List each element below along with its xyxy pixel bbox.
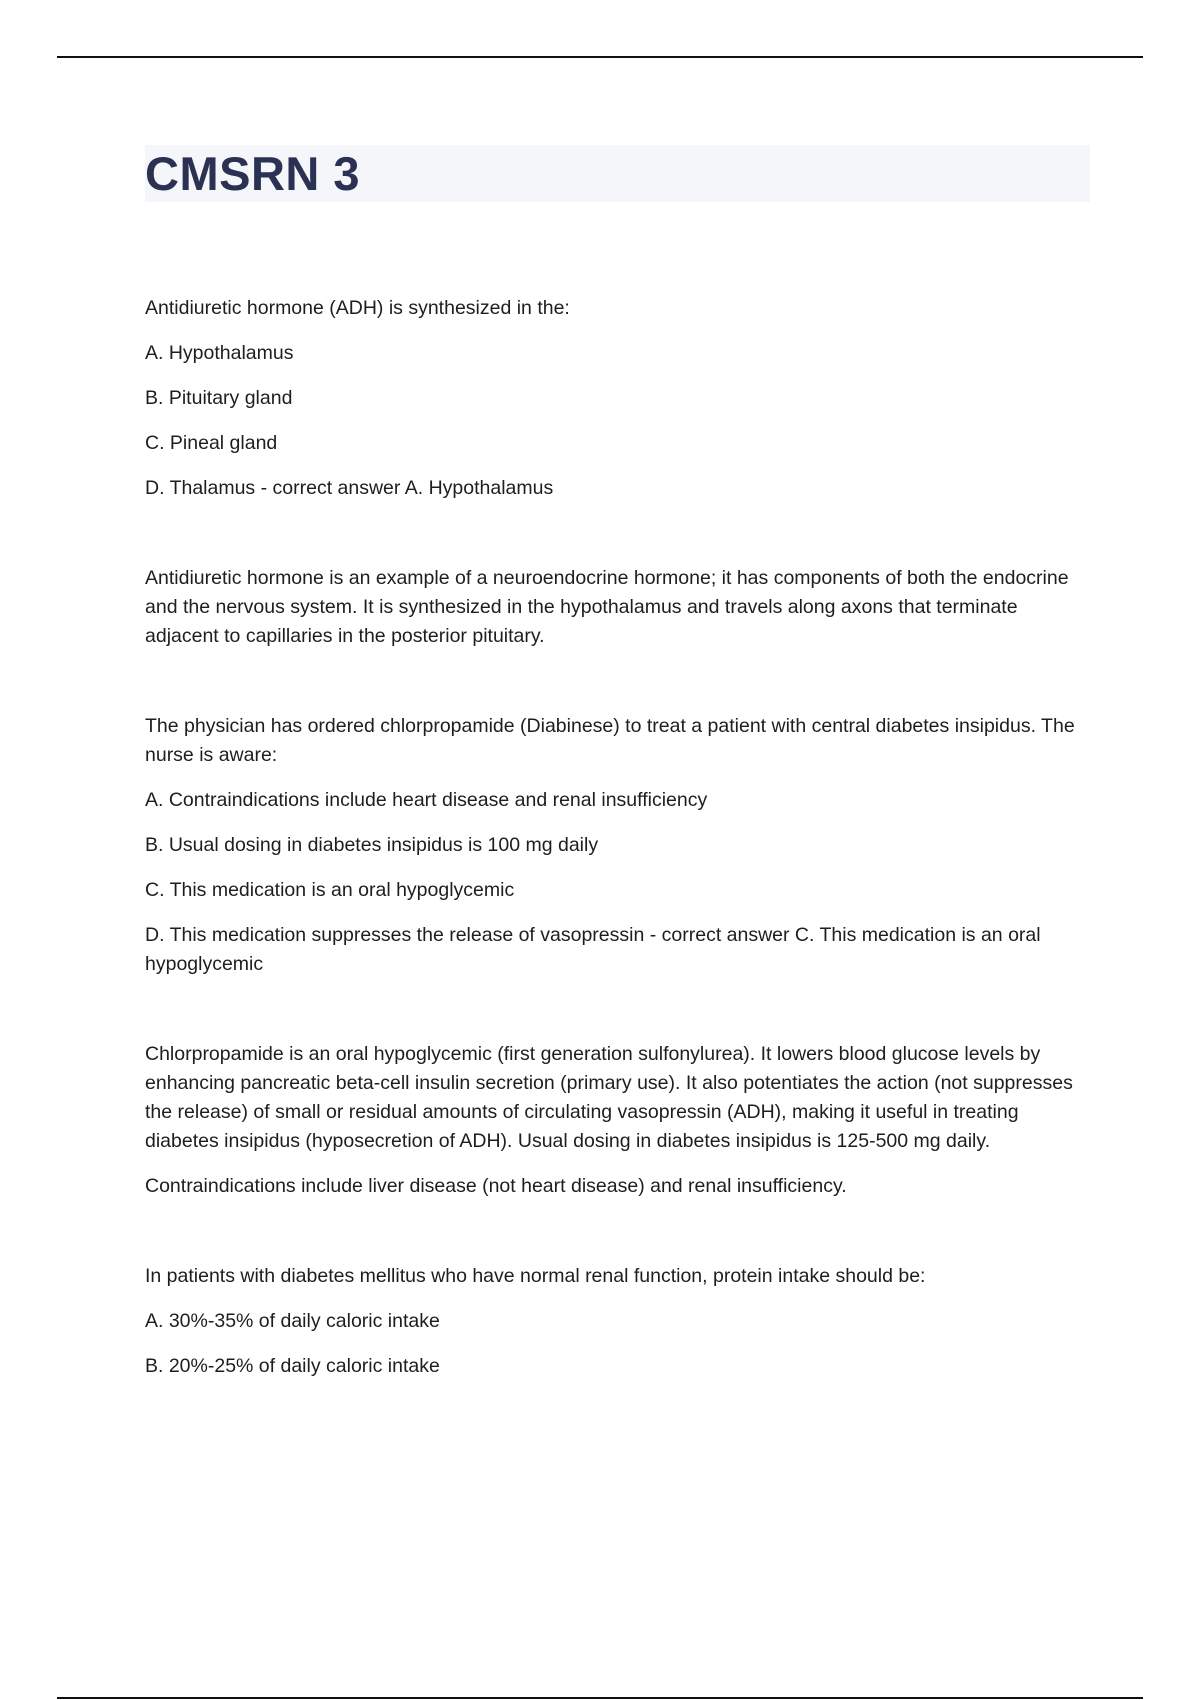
question-stem: The physician has ordered chlorpropamide (Diabinese) to treat a patient with central diabetes insipidus. The nurse is aware:	[145, 715, 1075, 766]
bottom-rule	[57, 1697, 1143, 1699]
document-body	[145, 145, 1090, 1397]
answer-option: A. 30%-35% of daily caloric intake	[145, 1310, 440, 1332]
explanation-paragraph: Chlorpropamide is an oral hypoglycemic (first generation sulfonylurea). It lowers blood glucose levels by enhancing pancreatic beta-cell insulin secretion (primary use). It also potentiates the action (not suppresses the release) of small or residual amounts of circulating vasopressin (ADH), making it useful in treating diabetes insipidus (hyposecretion of ADH). Usual dosing in diabetes insipidus is 125-500 mg daily.	[145, 1043, 1073, 1152]
question-block	[145, 712, 1090, 979]
explanation-paragraph: Antidiuretic hormone is an example of a neuroendocrine hormone; it has components of both the endocrine and the nervous system. It is synthesized in the hypothalamus and travels along axons that terminate adjacent to capillaries in the posterior pituitary.	[145, 567, 1069, 647]
question-stem: Antidiuretic hormone (ADH) is synthesized in the:	[145, 297, 570, 319]
explanation-block	[145, 1040, 1090, 1201]
answer-option: C. This medication is an oral hypoglycemic	[145, 879, 515, 901]
top-rule	[57, 56, 1143, 58]
section-gap	[145, 995, 1090, 1040]
question-stem: In patients with diabetes mellitus who have normal renal function, protein intake should be:	[145, 1265, 926, 1287]
answer-option: A. Contraindications include heart disease and renal insufficiency	[145, 789, 708, 811]
answer-option: A. Hypothalamus	[145, 342, 294, 364]
explanation-paragraph: Contraindications include liver disease (not heart disease) and renal insufficiency.	[145, 1175, 847, 1197]
section-gap	[145, 519, 1090, 564]
answer-option: B. Pituitary gland	[145, 387, 293, 409]
document-text	[145, 294, 1090, 1381]
page-title: CMSRN 3	[145, 147, 361, 200]
answer-option: D. Thalamus - correct answer A. Hypothalamus	[145, 477, 554, 499]
answer-option: C. Pineal gland	[145, 432, 278, 454]
answer-option: B. Usual dosing in diabetes insipidus is 100 mg daily	[145, 834, 599, 856]
section-gap	[145, 1217, 1090, 1262]
answer-option: D. This medication suppresses the release of vasopressin - correct answer C. This medication is an oral hypoglycemic	[145, 924, 1041, 975]
title-banner	[145, 145, 1090, 202]
answer-option: B. 20%-25% of daily caloric intake	[145, 1355, 440, 1377]
section-gap	[145, 667, 1090, 712]
question-block	[145, 1262, 1090, 1381]
explanation-block	[145, 564, 1090, 651]
question-block	[145, 294, 1090, 503]
